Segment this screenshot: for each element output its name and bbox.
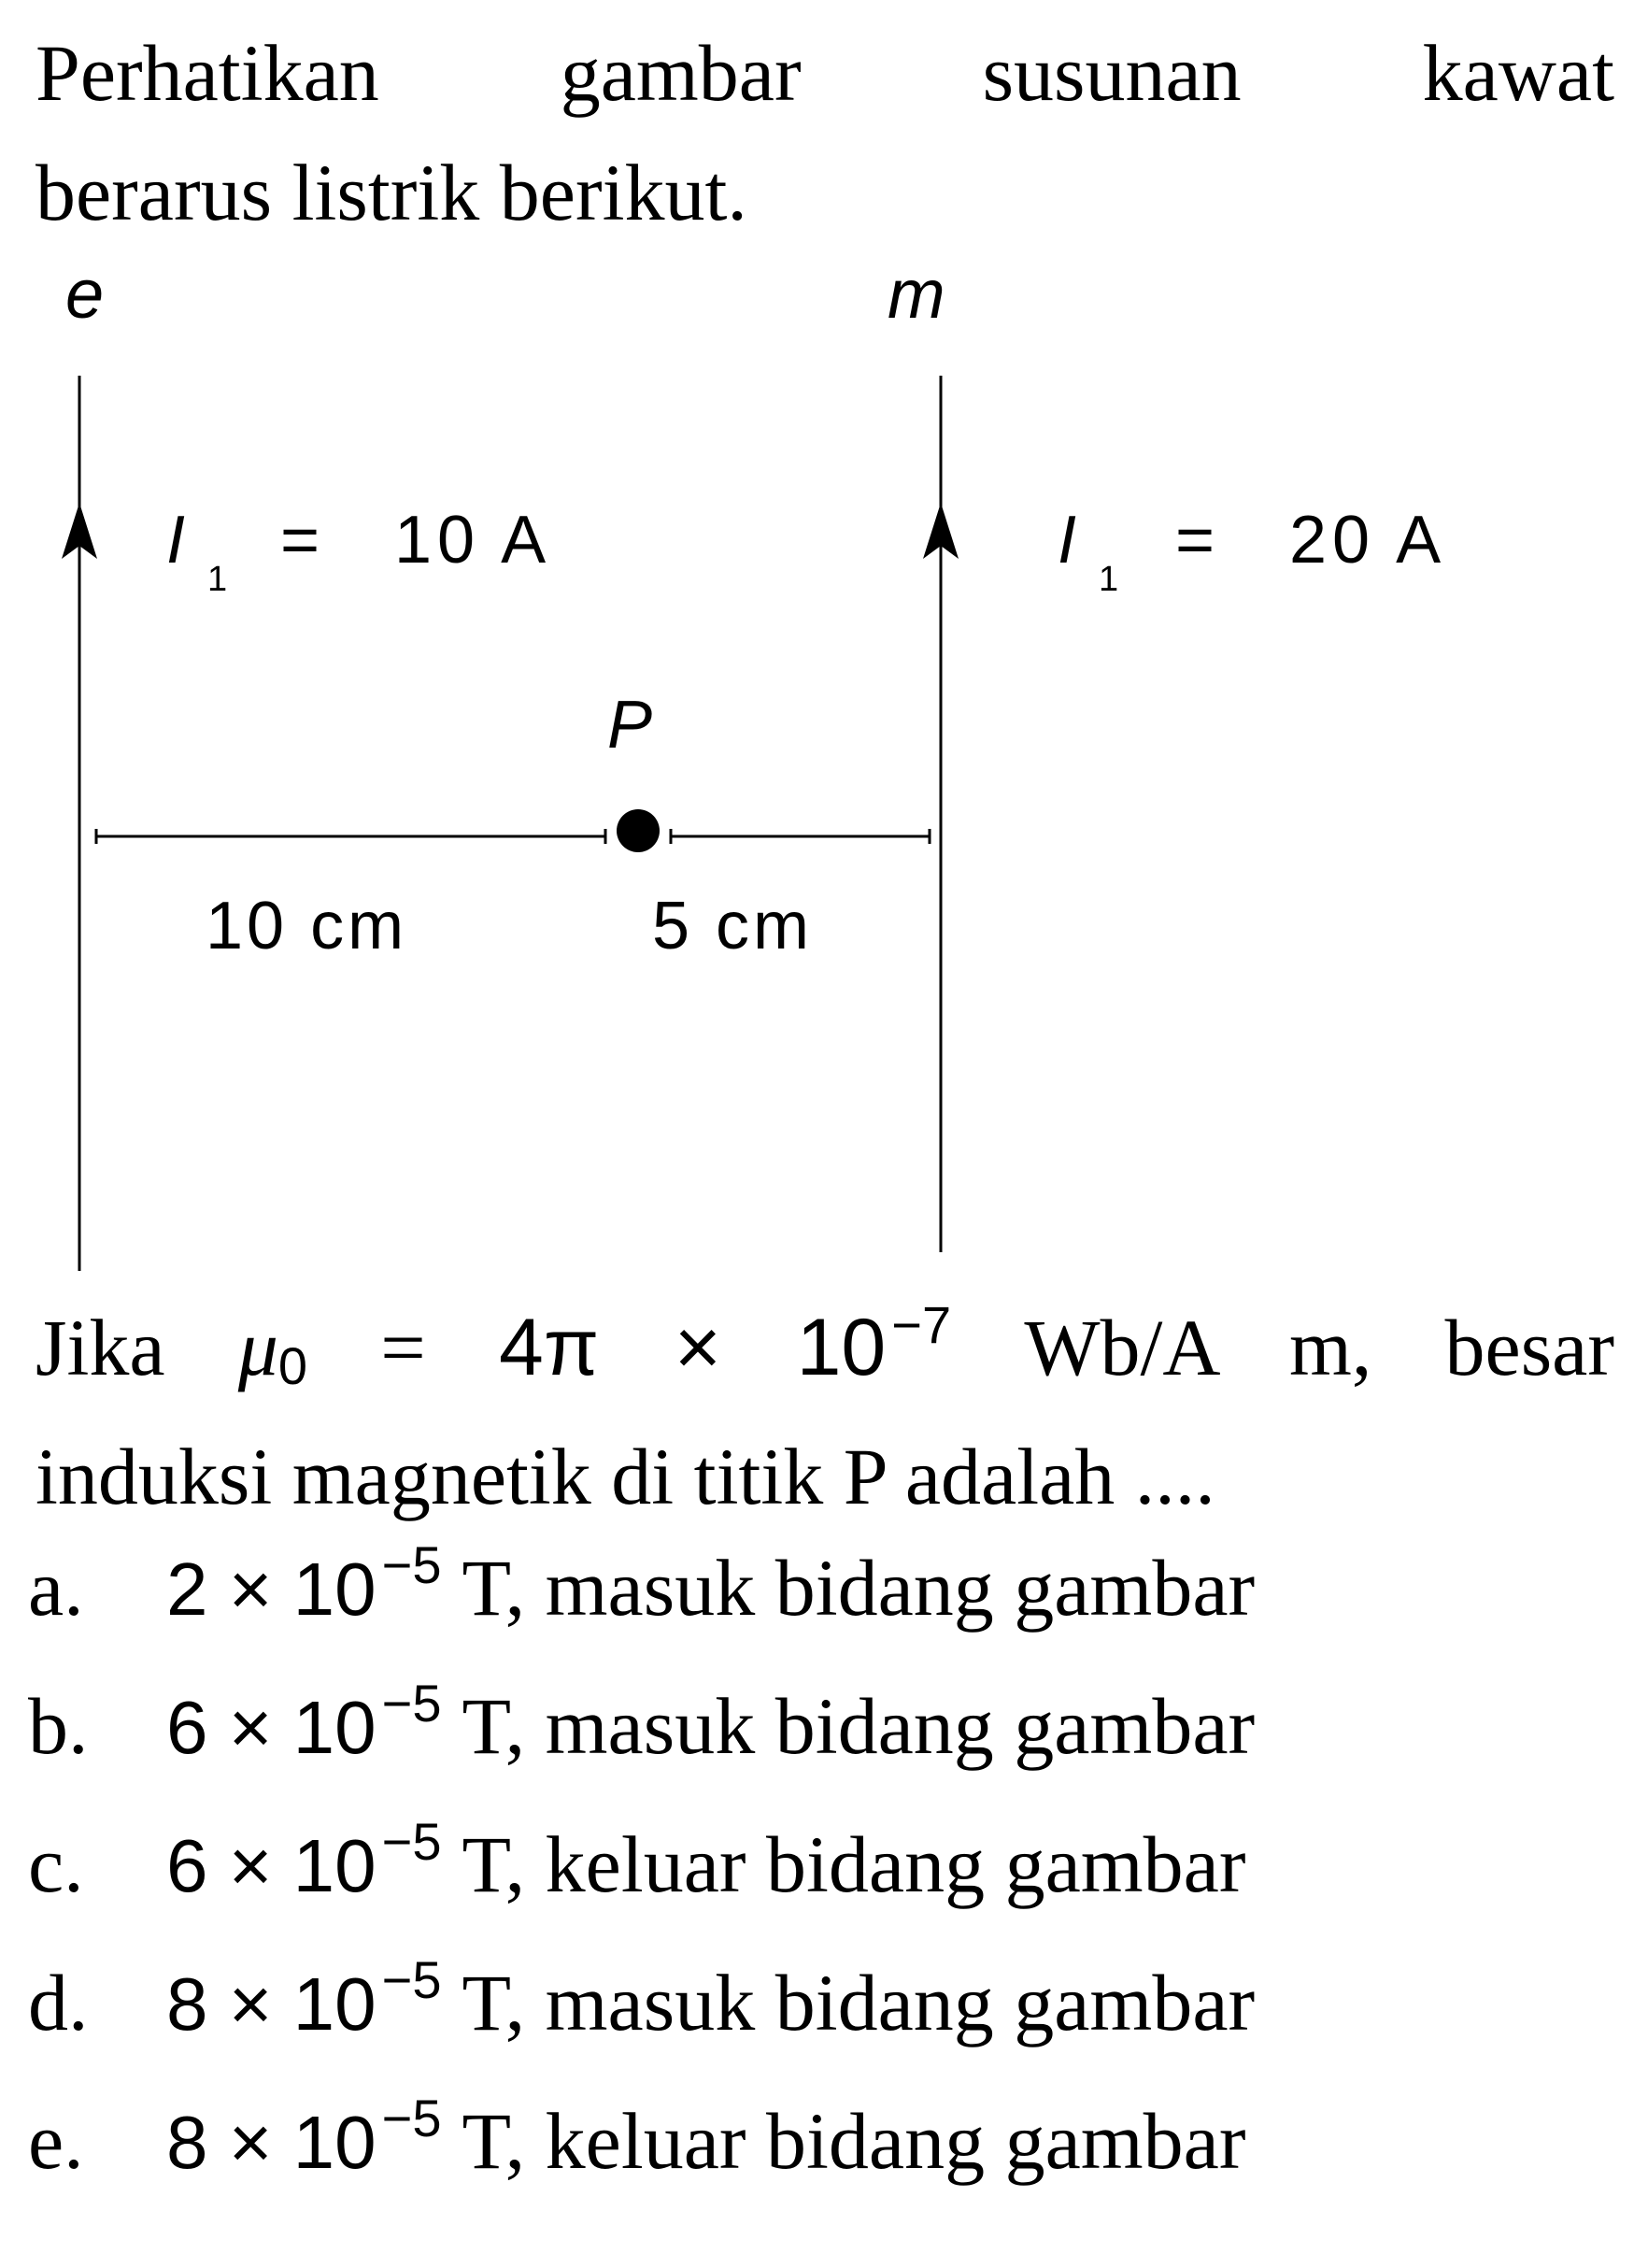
option-math: 6 × 10 xyxy=(166,1686,376,1769)
current-right-equals: = xyxy=(1175,503,1215,578)
wire-left-label: e xyxy=(65,262,105,333)
current-left-equals: = xyxy=(280,503,320,578)
intro-line-2: berarus listrik berikut. xyxy=(36,148,747,237)
option-c[interactable] xyxy=(28,1795,1635,1933)
option-letter: c. xyxy=(28,1819,84,1909)
wire-right-label: m xyxy=(888,262,945,333)
current-left-value: 10 A xyxy=(394,503,552,578)
distance-right-label: 5 cm xyxy=(652,889,814,963)
option-exponent: −5 xyxy=(381,2089,442,2147)
question-unit: Wb/A m, besar xyxy=(1024,1303,1614,1392)
option-b[interactable] xyxy=(28,1657,1635,1795)
option-exponent: −5 xyxy=(381,1950,442,2009)
wire-diagram xyxy=(0,262,1648,1290)
question-line-2: induksi magnetik di titik P adalah .... xyxy=(36,1432,1215,1521)
option-text: T, masuk bidang gambar xyxy=(462,1543,1256,1633)
question-coefficient: 4π × 10 xyxy=(499,1303,887,1392)
option-text: T, masuk bidang gambar xyxy=(462,1958,1256,2047)
option-text: T, keluar bidang gambar xyxy=(462,1819,1246,1909)
option-exponent: −5 xyxy=(381,1535,442,1594)
option-math: 8 × 10 xyxy=(166,2101,376,2184)
option-math: 2 × 10 xyxy=(166,1548,376,1631)
option-text: T, keluar bidang gambar xyxy=(462,2096,1246,2186)
option-d[interactable] xyxy=(28,1933,1635,2072)
current-right-symbol: I xyxy=(1058,503,1077,578)
answer-options xyxy=(28,1519,1635,2210)
current-left-symbol: I xyxy=(166,503,186,578)
mu-symbol: μ xyxy=(237,1303,278,1392)
intro-paragraph xyxy=(36,13,1614,252)
current-right-value: 20 A xyxy=(1289,503,1447,578)
option-e[interactable] xyxy=(28,2072,1635,2210)
option-exponent: −5 xyxy=(381,1674,442,1733)
intro-line-1: Perhatikan gambar susunan kawat xyxy=(36,28,1614,118)
point-p-label: P xyxy=(607,688,653,763)
question-prefix: Jika xyxy=(36,1303,165,1392)
option-exponent: −5 xyxy=(381,1812,442,1871)
distance-left-label: 10 cm xyxy=(206,889,408,963)
option-letter: d. xyxy=(28,1958,89,2047)
option-letter: e. xyxy=(28,2096,84,2186)
option-letter: a. xyxy=(28,1543,84,1633)
option-a[interactable] xyxy=(28,1519,1635,1657)
current-label-right xyxy=(1058,503,1446,599)
option-text: T, masuk bidang gambar xyxy=(462,1681,1256,1771)
question-line-1 xyxy=(36,1288,1614,1417)
option-letter: b. xyxy=(28,1681,89,1771)
current-label-left xyxy=(166,503,551,599)
question-paragraph xyxy=(36,1288,1614,1536)
current-left-subscript: 1 xyxy=(207,560,228,599)
option-math: 6 × 10 xyxy=(166,1824,376,1907)
point-p-dot xyxy=(617,809,660,852)
current-right-subscript: 1 xyxy=(1099,560,1119,599)
option-math: 8 × 10 xyxy=(166,1962,376,2046)
question-exponent: −7 xyxy=(891,1295,952,1354)
question-equals: = xyxy=(380,1303,426,1392)
mu-subscript: 0 xyxy=(277,1336,308,1395)
